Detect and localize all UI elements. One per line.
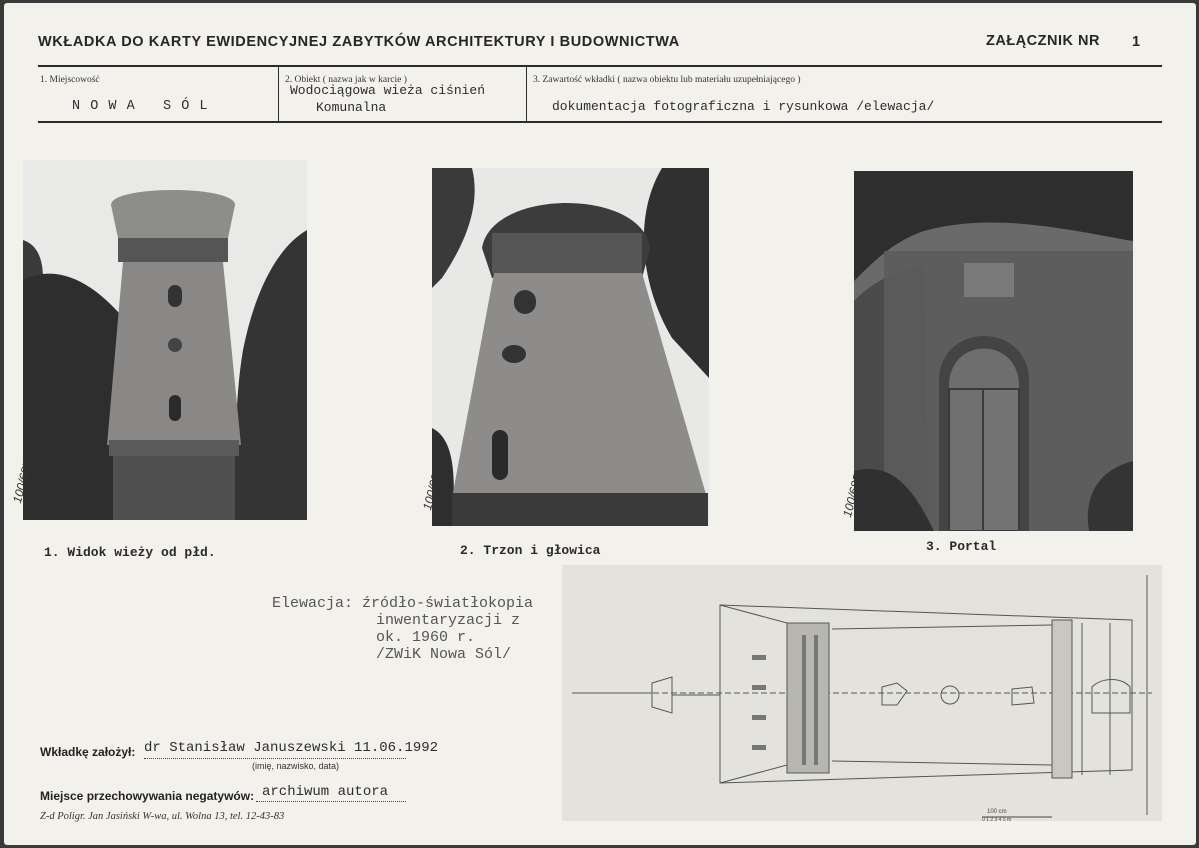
photo-shaft-head bbox=[432, 168, 709, 526]
locality-value: N O W A S Ó L bbox=[72, 99, 209, 114]
annex-number: 1 bbox=[1132, 34, 1141, 50]
tower-view-image bbox=[23, 160, 307, 520]
elevation-drawing-svg bbox=[562, 565, 1162, 821]
photo-3-inventory: 100/685 bbox=[840, 473, 865, 519]
elevation-note-line-2: inwentaryzacji z bbox=[376, 612, 521, 629]
object-label: 2. Obiekt ( nazwa jak w karcie ) bbox=[285, 75, 407, 85]
object-value-line1: Wodociągowa wieża ciśnień bbox=[290, 83, 486, 98]
photo-3-caption: 3. Portal bbox=[926, 539, 997, 554]
elevation-note-line-1: Elewacja: źródło-światłokopia bbox=[272, 595, 534, 612]
drawing-scale-label: 100 cm bbox=[987, 809, 1007, 815]
storage-value: archiwum autora bbox=[262, 784, 389, 800]
elevation-note-line-3: ok. 1960 r. bbox=[376, 629, 476, 646]
contents-label: 3. Zawartość wkładki ( nazwa obiektu lub materiału uzupełniającego ) bbox=[533, 75, 801, 85]
storage-label: Miejsce przechowywania negatywów: bbox=[40, 789, 255, 803]
table-divider-2 bbox=[526, 66, 527, 122]
photo-portal bbox=[854, 171, 1133, 531]
locality-label: 1. Miejscowość bbox=[40, 75, 100, 85]
table-divider-1 bbox=[278, 66, 279, 122]
elevation-note bbox=[272, 595, 533, 663]
annex-label: ZAŁĄCZNIK NR bbox=[986, 33, 1100, 49]
drawing-scale-ticks: 0 1 2 3 4 5 m bbox=[982, 817, 1012, 821]
contents-value: dokumentacja fotograficzna i rysunkowa /elewacja/ bbox=[552, 99, 935, 114]
record-sheet bbox=[4, 3, 1196, 845]
form-title: WKŁADKA DO KARTY EWIDENCYJNEJ ZABYTKÓW ARCHITEKTURY I BUDOWNICTWA bbox=[38, 34, 680, 50]
printer-note: Z-d Poligr. Jan Jasiński W-wa, ul. Wolna 13, tel. 12-43-83 bbox=[40, 811, 285, 822]
elevation-note-line-4: /ZWiK Nowa Sól/ bbox=[376, 646, 512, 663]
photo-2-inventory: 100/686 bbox=[420, 466, 445, 512]
storage-dotted-line bbox=[256, 801, 406, 802]
elevation-drawing bbox=[562, 565, 1162, 821]
author-hint: (imię, nazwisko, data) bbox=[252, 761, 340, 771]
photo-1-caption: 1. Widok wieży od płd. bbox=[44, 545, 216, 560]
table-bottom-rule bbox=[38, 121, 1162, 123]
table-top-rule bbox=[38, 65, 1162, 67]
photo-1-inventory: 100/687 bbox=[10, 459, 35, 505]
author-dotted-line bbox=[144, 758, 406, 759]
portal-image bbox=[854, 171, 1133, 531]
object-value-line2: Komunalna bbox=[316, 100, 387, 115]
shaft-head-image bbox=[432, 168, 709, 526]
photo-2-caption: 2. Trzon i głowica bbox=[460, 543, 601, 558]
photo-tower-view bbox=[23, 160, 307, 520]
author-value: dr Stanisław Januszewski 11.06.1992 bbox=[144, 740, 439, 756]
author-label: Wkładkę założył: bbox=[40, 745, 136, 759]
